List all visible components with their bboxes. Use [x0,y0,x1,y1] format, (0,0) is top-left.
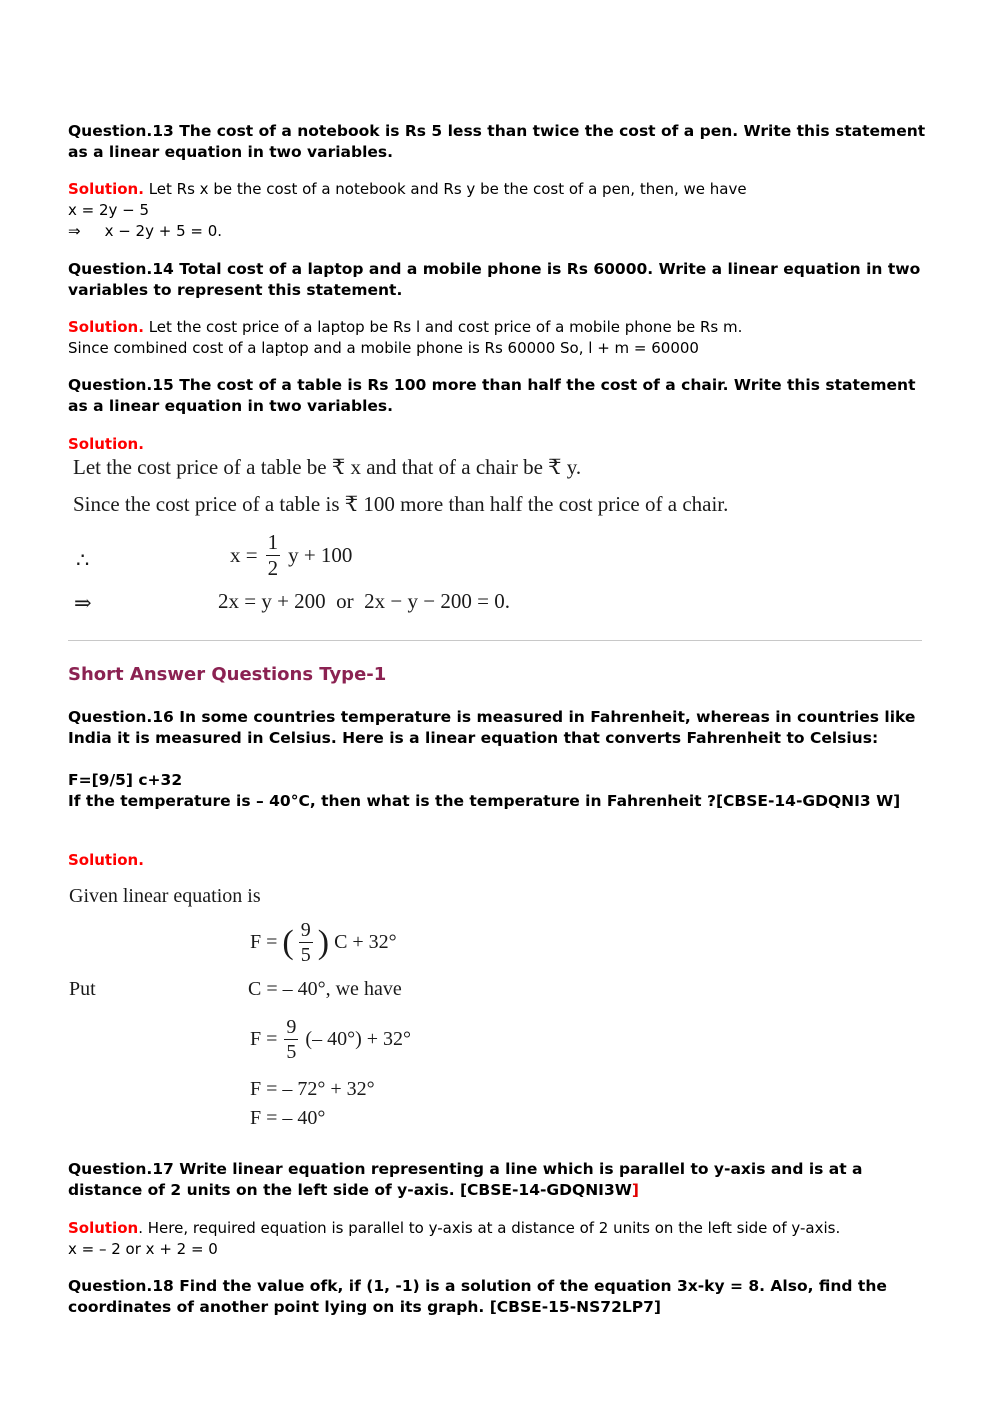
solution-label: Solution. [68,318,144,336]
q16-formula: F=[9/5] c+32 [68,771,183,789]
solution-label: Solution. [68,851,144,869]
denominator: 2 [267,556,279,580]
solution-14-line1: Since combined cost of a laptop and a mobile phone is Rs 60000 So, l + m = 60000 [68,339,699,357]
eq-rhs: y + 100 [288,543,353,567]
solution-14 [68,317,928,338]
solution-text: Let Rs x be the cost of a notebook and Rs y be the cost of a pen, then, we have [143,180,747,198]
numerator: 9 [300,919,311,941]
q16-formula-display [250,920,397,965]
question-17 [68,1159,928,1201]
right-paren: ) [317,923,330,961]
f-lhs: F = [250,931,278,953]
question-15: Question.15 The cost of a table is Rs 100 more than half the cost of a chair. Write this statement as a linear equation in two variables. [68,376,916,415]
solution-16-label [68,850,928,871]
q16-step-1 [250,1017,411,1062]
solution-17-line1: x = – 2 or x + 2 = 0 [68,1240,218,1258]
solution-text: . Here, required equation is parallel to y-axis at a distance of 2 units on the left side of y-axis. [138,1219,841,1237]
implies-symbol: ⇒ [68,222,81,240]
implies-symbol: ⇒ [74,591,92,615]
solution-13-line1: x = 2y − 5 [68,201,150,219]
step1-rhs: (– 40°) + 32° [305,1028,412,1050]
question-text: Question.17 Write linear equation representing a line which is parallel to y-axis and is at a distance of 2 units on the left side of y-axis. [CBSE-14-GDQNI3W [68,1160,863,1199]
f-rhs: C + 32° [334,931,397,953]
solution-text: Let the cost price of a laptop be Rs l and cost price of a mobile phone be Rs m. [143,318,743,336]
question-16-part2: If the temperature is – 40°C, then what is the temperature in Fahrenheit ?[CBSE-14-GDQNI3 W] [68,792,901,810]
closing-bracket: ] [631,1181,639,1199]
question-18: Question.18 Find the value ofk, if (1, -1) is a solution of the equation 3x-ky = 8. Also, find the coordinates of another point lying on its graph. [CBSE-15-NS72LP7] [68,1277,887,1316]
fraction-nine-fifths [299,920,313,965]
question-16: Question.16 In some countries temperature is measured in Fahrenheit, whereas in countries like India it is measured in Celsius. Here is a linear equation that converts Fahrenheit to Celsius: [68,708,916,747]
fraction-half [266,532,281,579]
solution-17 [68,1218,928,1239]
solution-label: Solution. [68,435,144,453]
numerator: 9 [286,1016,297,1038]
denominator: 5 [300,944,311,966]
q15-statement-1: Let the cost price of a table be ₹ x and that of a chair be ₹ y. [73,455,582,479]
numerator: 1 [267,530,279,554]
q16-c-value: C = – 40°, we have [248,978,402,1000]
fraction-nine-fifths [284,1017,298,1062]
question-13: Question.13 The cost of a notebook is Rs 5 less than twice the cost of a pen. Write this statement as a linear equation in two variables. [68,122,926,161]
therefore-symbol: ∴ [76,548,90,572]
q15-equation-1 [230,532,352,579]
equation: x − 2y + 5 = 0. [104,222,223,240]
section-title: Short Answer Questions Type-1 [68,664,387,685]
solution-13-line2 [68,221,928,242]
left-paren: ( [282,923,294,961]
solution-13 [68,179,928,200]
solution-15-label [68,434,928,455]
q15-statement-2: Since the cost price of a table is ₹ 100 more than half the cost price of a chair. [73,492,729,516]
solution-label: Solution [68,1219,139,1237]
q16-step-2: F = – 72° + 32° [250,1078,375,1100]
q16-given: Given linear equation is [69,885,261,907]
q16-step-3: F = – 40° [250,1107,326,1129]
eq-lhs: x = [230,543,258,567]
step1-lhs: F = [250,1028,278,1050]
denominator: 5 [286,1041,297,1063]
q16-put: Put [69,978,96,1000]
question-14: Question.14 Total cost of a laptop and a mobile phone is Rs 60000. Write a linear equation in two variables to represent this statement. [68,260,921,299]
section-divider [68,640,922,641]
q15-equation-2: 2x = y + 200 or 2x − y − 200 = 0. [218,589,510,613]
solution-label: Solution. [68,180,144,198]
